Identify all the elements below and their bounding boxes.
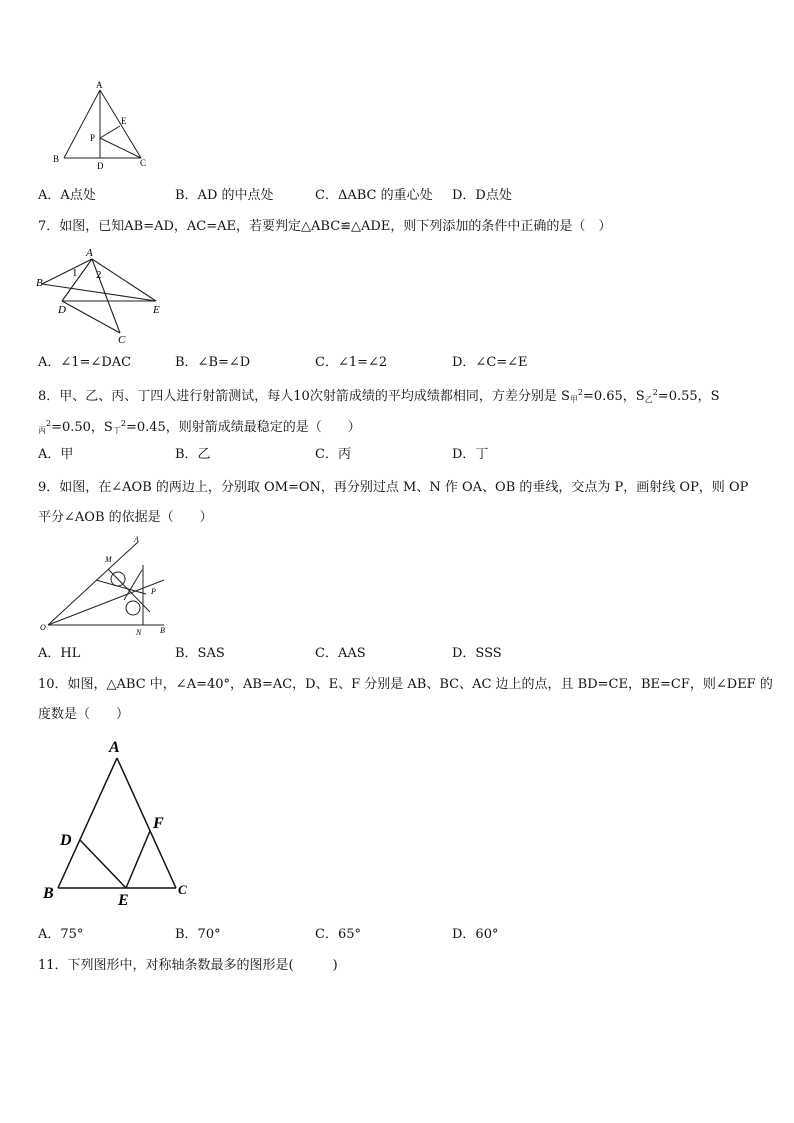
fig9-label-n: N xyxy=(136,628,142,637)
fig7-label-c: C xyxy=(118,334,126,346)
q8-sq-ding: 2 xyxy=(120,419,126,428)
fig7-label-e: E xyxy=(153,304,160,316)
q8-sub-bing: 丙 xyxy=(38,426,46,435)
q8-sub-yi: 乙 xyxy=(644,395,653,404)
fig9-label-a: A xyxy=(134,535,139,544)
fig7-label-d: D xyxy=(58,304,66,316)
q10-option-d: D．60° xyxy=(452,927,499,942)
q8-sq-bing: 2 xyxy=(46,419,52,428)
q10-figure xyxy=(36,734,196,910)
fig7-label-b: B xyxy=(36,277,43,289)
q7-option-d: D．∠C=∠E xyxy=(452,355,528,370)
fig10-label-a: A xyxy=(109,739,120,756)
q8-sq-yi: 2 xyxy=(652,388,658,397)
fig6-label-b: B xyxy=(53,154,60,164)
q8-stem-line2 xyxy=(38,416,361,439)
fig7-label-a: A xyxy=(86,247,93,259)
q8-eq-ding: =0.45，则射箭成绩最稳定的是（ ） xyxy=(125,420,361,435)
fig10-label-c: C xyxy=(178,882,187,897)
fig6-label-c: C xyxy=(140,158,147,168)
q8-sub-jia: 甲 xyxy=(569,395,578,404)
fig10-label-e: E xyxy=(118,892,129,909)
q6-option-a: A．A点处 xyxy=(38,188,96,203)
q8-eq-bing: =0.50，S xyxy=(51,420,113,435)
q7-figure xyxy=(34,244,174,346)
fig7-label-1: 1 xyxy=(72,267,78,279)
q8-text-1: 8．甲、乙、丙、丁四人进行射箭测试，每人10次射箭成绩的平均成绩都相同，方差分别是 S xyxy=(38,389,570,404)
fig6-label-a: A xyxy=(96,80,103,90)
q6-option-d: D．D点处 xyxy=(452,188,512,203)
fig6-label-d: D xyxy=(97,161,104,171)
q8-eq-jia: =0.65，S xyxy=(582,389,645,404)
q9-option-d: D．SSS xyxy=(452,646,502,661)
q7-option-a: A．∠1=∠DAC xyxy=(38,355,132,370)
q9-stem-line1: 9．如图，在∠AOB 的两边上，分别取 OM=ON，再分别过点 M、N 作 OA、OB 的垂线，交点为 P，画射线 OP，则 OP xyxy=(38,480,749,495)
q10-option-a: A．75° xyxy=(38,927,84,942)
fig9-label-o: O xyxy=(40,623,46,632)
q9-option-c: C．AAS xyxy=(315,646,366,661)
fig6-label-e: E xyxy=(121,116,127,126)
fig9-label-p: P xyxy=(151,587,156,596)
fig7-label-2: 2 xyxy=(96,269,102,281)
q9-figure xyxy=(36,532,176,640)
q7-stem: 7．如图，已知AB=AD，AC=AE，若要判定△ABC≌△ADE，则下列添加的条件中正确的是（ ） xyxy=(38,219,612,234)
q8-option-a: A．甲 xyxy=(38,447,74,462)
fig6-label-p: P xyxy=(90,133,96,143)
q9-stem-line2: 平分∠AOB 的依据是（ ） xyxy=(38,510,213,525)
q8-option-d: D．丁 xyxy=(452,447,489,462)
q7-option-b: B．∠B=∠D xyxy=(175,355,251,370)
q11-stem: 11．下列图形中，对称轴条数最多的图形是( ) xyxy=(38,958,338,973)
fig10-label-b: B xyxy=(43,885,54,902)
q9-option-b: B．SAS xyxy=(175,646,225,661)
q6-option-b: B．AD 的中点处 xyxy=(175,188,274,203)
q9-option-a: A．HL xyxy=(38,646,81,661)
q7-option-c: C．∠1=∠2 xyxy=(315,355,388,370)
q10-stem-line1: 10．如图，△ABC 中，∠A=40°，AB=AC，D、E、F 分别是 AB、BC、AC 边上的点，且 BD=CE，BE=CF，则∠DEF 的 xyxy=(38,677,773,692)
q6-figure xyxy=(36,78,166,174)
fig10-label-d: D xyxy=(60,832,72,849)
q8-sub-ding: 丁 xyxy=(112,426,121,435)
q8-stem-line1 xyxy=(38,385,720,408)
q8-sq-jia: 2 xyxy=(577,388,583,397)
q10-option-c: C．65° xyxy=(315,927,361,942)
q10-option-b: B．70° xyxy=(175,927,221,942)
fig9-label-b: B xyxy=(160,626,165,635)
q8-eq-yi: =0.55，S xyxy=(657,389,720,404)
fig9-label-m: M xyxy=(105,555,112,564)
q10-stem-line2: 度数是（ ） xyxy=(38,707,130,722)
fig10-label-f: F xyxy=(153,815,164,832)
q6-option-c: C．ΔABC 的重心处 xyxy=(315,188,433,203)
q8-option-b: B．乙 xyxy=(175,447,211,462)
q8-option-c: C．丙 xyxy=(315,447,351,462)
